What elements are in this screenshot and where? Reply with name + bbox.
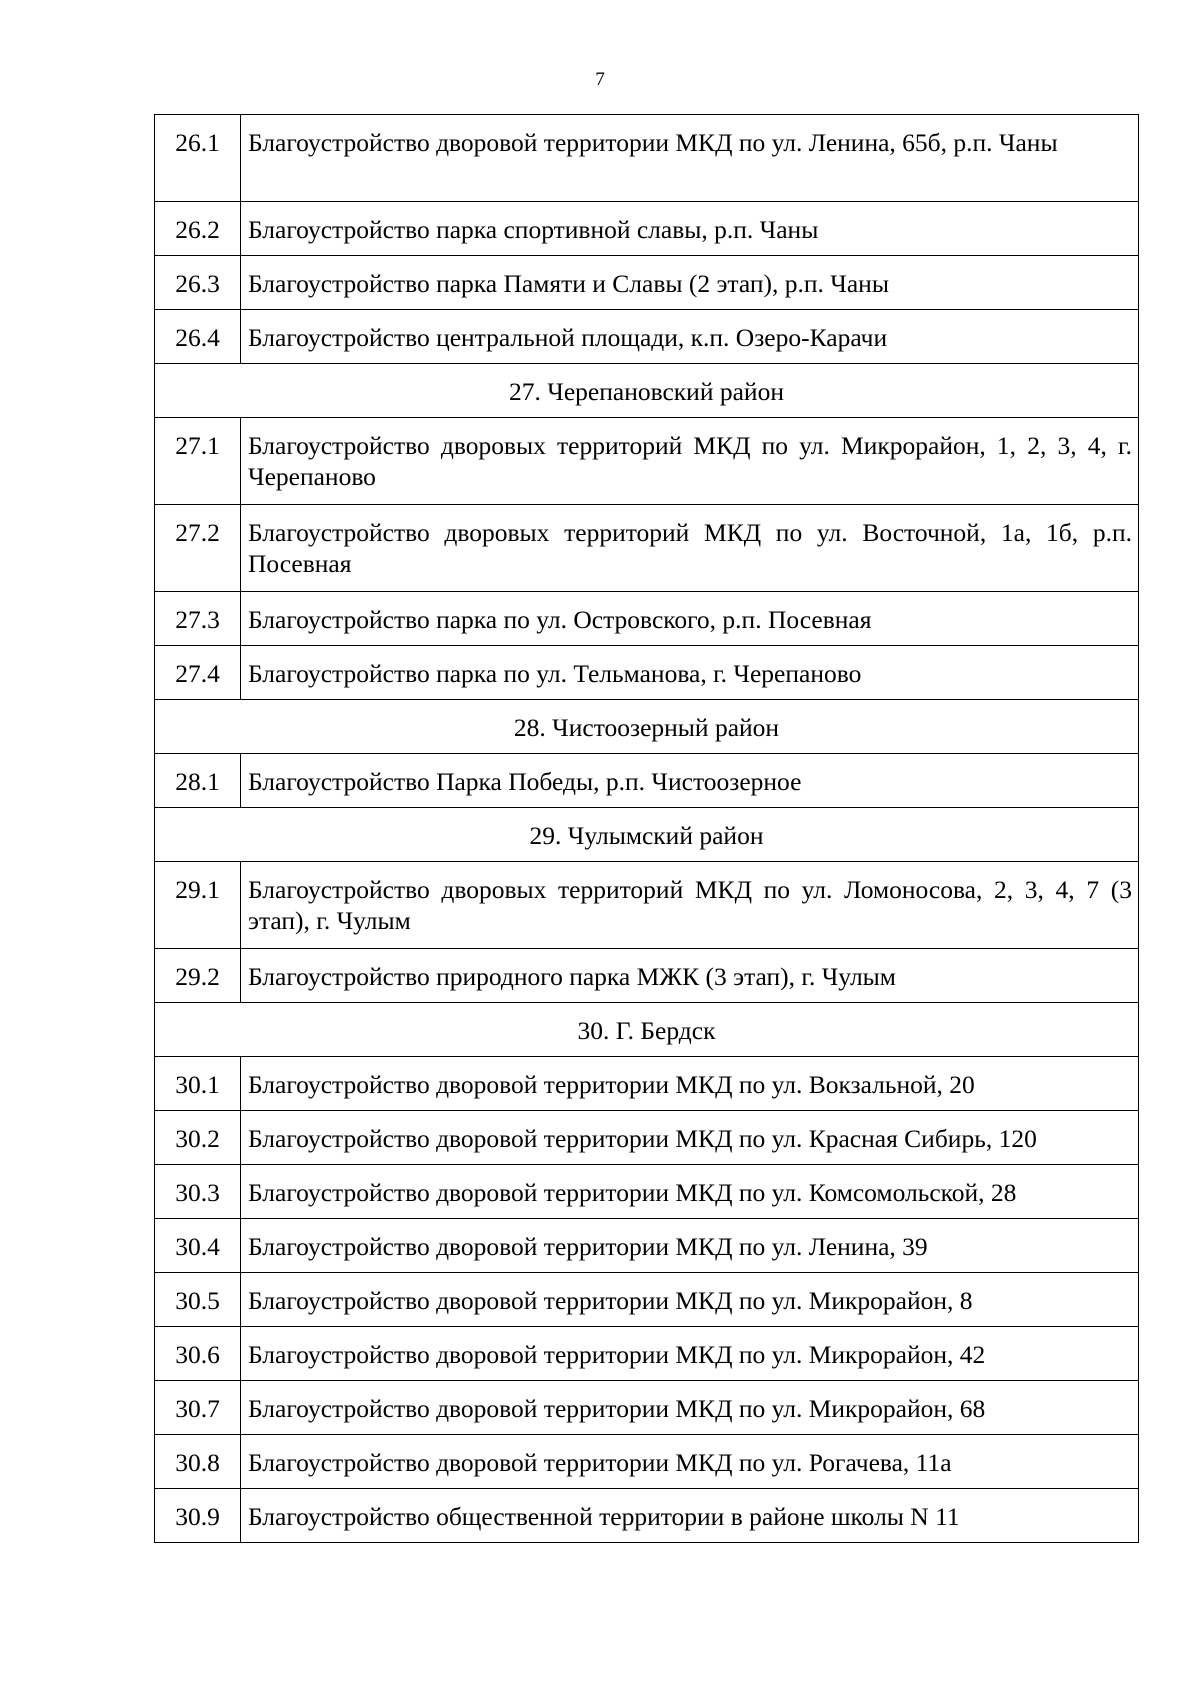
item-description: Благоустройство дворовых территорий МКД по ул. Микрорайон, 1, 2, 3, 4, г. Черепаново — [241, 418, 1139, 505]
table-row — [155, 592, 1139, 646]
table-row — [155, 505, 1139, 592]
item-description: Благоустройство общественной территории в районе школы N 11 — [241, 1489, 1139, 1543]
table-row — [155, 754, 1139, 808]
section-header-row — [155, 364, 1139, 418]
table-row — [155, 115, 1139, 202]
section-header-row — [155, 700, 1139, 754]
item-number: 26.1 — [155, 115, 241, 202]
item-number: 30.5 — [155, 1273, 241, 1327]
item-number: 28.1 — [155, 754, 241, 808]
item-number: 30.7 — [155, 1381, 241, 1435]
item-number: 26.3 — [155, 256, 241, 310]
table-row — [155, 1489, 1139, 1543]
item-description: Благоустройство природного парка МЖК (3 этап), г. Чулым — [241, 949, 1139, 1003]
item-description: Благоустройство дворовой территории МКД по ул. Вокзальной, 20 — [241, 1057, 1139, 1111]
section-title: 30. Г. Бердск — [155, 1003, 1139, 1057]
table-row — [155, 646, 1139, 700]
item-number: 26.2 — [155, 202, 241, 256]
item-number: 27.2 — [155, 505, 241, 592]
table-row — [155, 1165, 1139, 1219]
item-number: 29.2 — [155, 949, 241, 1003]
item-description: Благоустройство парка по ул. Островского, р.п. Посевная — [241, 592, 1139, 646]
item-description: Благоустройство дворовой территории МКД по ул. Ленина, 39 — [241, 1219, 1139, 1273]
item-number: 30.4 — [155, 1219, 241, 1273]
table-row — [155, 1219, 1139, 1273]
table-row — [155, 202, 1139, 256]
item-number: 27.4 — [155, 646, 241, 700]
section-title: 27. Черепановский район — [155, 364, 1139, 418]
item-description: Благоустройство дворовой территории МКД по ул. Ленина, 65б, р.п. Чаны — [241, 115, 1139, 202]
item-description: Благоустройство парка по ул. Тельманова, г. Черепаново — [241, 646, 1139, 700]
section-title: 29. Чулымский район — [155, 808, 1139, 862]
item-number: 30.3 — [155, 1165, 241, 1219]
page-number: 7 — [595, 69, 605, 90]
item-number: 30.6 — [155, 1327, 241, 1381]
table-row — [155, 862, 1139, 949]
table-row — [155, 418, 1139, 505]
projects-table-body — [155, 115, 1139, 1543]
item-description: Благоустройство дворовой территории МКД по ул. Микрорайон, 68 — [241, 1381, 1139, 1435]
table-row — [155, 949, 1139, 1003]
item-description: Благоустройство центральной площади, к.п. Озеро-Карачи — [241, 310, 1139, 364]
table-row — [155, 310, 1139, 364]
table-row — [155, 256, 1139, 310]
item-description: Благоустройство дворовой территории МКД по ул. Красная Сибирь, 120 — [241, 1111, 1139, 1165]
item-description: Благоустройство дворовых территорий МКД по ул. Восточной, 1а, 1б, р.п. Посевная — [241, 505, 1139, 592]
table-row — [155, 1381, 1139, 1435]
item-description: Благоустройство дворовой территории МКД по ул. Микрорайон, 8 — [241, 1273, 1139, 1327]
item-description: Благоустройство дворовой территории МКД по ул. Микрорайон, 42 — [241, 1327, 1139, 1381]
section-header-row — [155, 1003, 1139, 1057]
item-number: 29.1 — [155, 862, 241, 949]
item-number: 30.9 — [155, 1489, 241, 1543]
table-row — [155, 1111, 1139, 1165]
item-number: 30.8 — [155, 1435, 241, 1489]
item-number: 26.4 — [155, 310, 241, 364]
item-description: Благоустройство дворовой территории МКД по ул. Рогачева, 11а — [241, 1435, 1139, 1489]
item-number: 30.1 — [155, 1057, 241, 1111]
section-header-row — [155, 808, 1139, 862]
table-row — [155, 1273, 1139, 1327]
item-number: 27.3 — [155, 592, 241, 646]
item-number: 30.2 — [155, 1111, 241, 1165]
item-description: Благоустройство дворовых территорий МКД по ул. Ломоносова, 2, 3, 4, 7 (3 этап), г. Чулым — [241, 862, 1139, 949]
table-row — [155, 1057, 1139, 1111]
item-description: Благоустройство дворовой территории МКД по ул. Комсомольской, 28 — [241, 1165, 1139, 1219]
item-description: Благоустройство Парка Победы, р.п. Чистоозерное — [241, 754, 1139, 808]
table-row — [155, 1327, 1139, 1381]
section-title: 28. Чистоозерный район — [155, 700, 1139, 754]
projects-table — [154, 114, 1139, 1543]
item-description: Благоустройство парка спортивной славы, р.п. Чаны — [241, 202, 1139, 256]
item-description: Благоустройство парка Памяти и Славы (2 этап), р.п. Чаны — [241, 256, 1139, 310]
item-number: 27.1 — [155, 418, 241, 505]
table-row — [155, 1435, 1139, 1489]
